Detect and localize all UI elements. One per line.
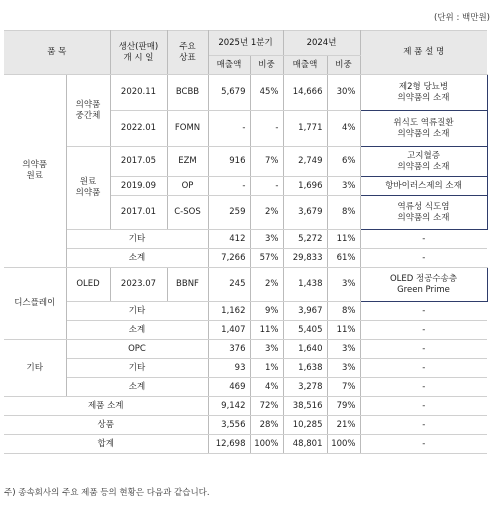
sales-2025-header: 매출액 — [208, 56, 250, 75]
ratio-2025: 9% — [250, 302, 283, 321]
col-2025q1-header: 2025년 1분기 — [208, 31, 283, 56]
ratio-2025-header: 비중 — [250, 56, 283, 75]
product-description: - — [360, 378, 487, 397]
sales-2025: 12,698 — [208, 435, 250, 454]
ratio-2025: 3% — [250, 340, 283, 359]
product-description: - — [360, 321, 487, 340]
launch-line2: 개 시 일 — [123, 52, 154, 63]
ratio-2025: 100% — [250, 435, 283, 454]
product-sales-table — [4, 30, 488, 454]
ratio-2025: 11% — [250, 321, 283, 340]
subgroup-oled: OLED — [66, 268, 110, 302]
ratio-2025: 3% — [250, 230, 283, 249]
ratio-2024: 21% — [327, 416, 360, 435]
product-description: - — [360, 359, 487, 378]
ratio-2024: 3% — [327, 268, 360, 302]
row-label: 소계 — [66, 378, 208, 397]
ratio-2024: 11% — [327, 230, 360, 249]
sales-2024: 1,638 — [283, 359, 327, 378]
ratio-2024: 3% — [327, 177, 360, 196]
sales-2024: 2,749 — [283, 147, 327, 177]
table-row — [4, 321, 487, 340]
brand: OP — [167, 177, 208, 196]
launch-date: 2017.01 — [110, 196, 167, 230]
ratio-2025: 1% — [250, 359, 283, 378]
sales-2025: 376 — [208, 340, 250, 359]
group-pharma-raw: 의약품 원료 — [4, 75, 66, 268]
sales-2024: 1,771 — [283, 111, 327, 147]
footnote: 주) 종속회사의 주요 제품 등의 현황은 다음과 같습니다. — [4, 488, 210, 498]
ratio-2024: 30% — [327, 75, 360, 111]
ratio-2025: - — [250, 111, 283, 147]
sales-2024: 3,679 — [283, 196, 327, 230]
row-label: 소계 — [66, 249, 208, 268]
table-row — [4, 75, 487, 111]
product-description: - — [360, 230, 487, 249]
product-description: - — [360, 435, 487, 454]
product-description: - — [360, 302, 487, 321]
ratio-2024: 8% — [327, 196, 360, 230]
sales-2025: 469 — [208, 378, 250, 397]
ratio-2024: 3% — [327, 340, 360, 359]
sales-2024: 3,278 — [283, 378, 327, 397]
col-2024-header: 2024년 — [283, 31, 360, 56]
table-row — [4, 147, 487, 177]
launch-date: 2023.07 — [110, 268, 167, 302]
table-row — [4, 397, 487, 416]
product-description: 고지혈증 의약품의 소재 — [360, 147, 487, 177]
table-row — [4, 340, 487, 359]
sales-2024: 29,833 — [283, 249, 327, 268]
row-label: 합계 — [4, 435, 208, 454]
col-item-header: 품 목 — [4, 31, 110, 75]
sales-2025: 1,162 — [208, 302, 250, 321]
table-row — [4, 378, 487, 397]
sales-2025: 1,407 — [208, 321, 250, 340]
row-label: 기타 — [66, 302, 208, 321]
sales-2024: 1,696 — [283, 177, 327, 196]
ratio-2025: 4% — [250, 378, 283, 397]
brand-line1: 주요 — [179, 41, 196, 52]
ratio-2025: 2% — [250, 196, 283, 230]
launch-date: 2017.05 — [110, 147, 167, 177]
product-description: OLED 정공수송층 Green Prime — [360, 268, 487, 302]
sales-2025: 412 — [208, 230, 250, 249]
table-row — [4, 302, 487, 321]
sales-2024: 5,405 — [283, 321, 327, 340]
ratio-2024: 11% — [327, 321, 360, 340]
sales-2024: 5,272 — [283, 230, 327, 249]
table-row — [4, 435, 487, 454]
row-label: 기타 — [66, 230, 208, 249]
ratio-2024: 61% — [327, 249, 360, 268]
brand: BBNF — [167, 268, 208, 302]
launch-date: 2019.09 — [110, 177, 167, 196]
sales-2024: 1,640 — [283, 340, 327, 359]
table-row — [4, 268, 487, 302]
ratio-2024-header: 비중 — [327, 56, 360, 75]
ratio-2024: 79% — [327, 397, 360, 416]
sales-2025: 916 — [208, 147, 250, 177]
unit-note: (단위 : 백만원) — [434, 13, 490, 23]
ratio-2025: 28% — [250, 416, 283, 435]
ratio-2025: 57% — [250, 249, 283, 268]
ratio-2024: 100% — [327, 435, 360, 454]
ratio-2024: 7% — [327, 378, 360, 397]
col-brand-header — [167, 31, 208, 75]
sales-2025: 7,266 — [208, 249, 250, 268]
table-row — [4, 230, 487, 249]
row-label: 상품 — [4, 416, 208, 435]
brand: EZM — [167, 147, 208, 177]
sales-2025: 245 — [208, 268, 250, 302]
product-description: - — [360, 249, 487, 268]
group-display: 디스플레이 — [4, 268, 66, 340]
row-label: 소계 — [66, 321, 208, 340]
sales-2024: 3,967 — [283, 302, 327, 321]
ratio-2024: 3% — [327, 359, 360, 378]
sales-2024: 14,666 — [283, 75, 327, 111]
sales-2025: 9,142 — [208, 397, 250, 416]
table-row — [4, 249, 487, 268]
ratio-2024: 6% — [327, 147, 360, 177]
row-label: 제품 소계 — [4, 397, 208, 416]
ratio-2025: 7% — [250, 147, 283, 177]
col-desc-header: 제 품 설 명 — [360, 31, 487, 75]
col-launch-header — [110, 31, 167, 75]
subgroup-intermediate: 의약품 중간체 — [66, 75, 110, 147]
sales-2025: - — [208, 177, 250, 196]
brand: FOMN — [167, 111, 208, 147]
sales-2025: 259 — [208, 196, 250, 230]
sales-2024: 48,801 — [283, 435, 327, 454]
product-description: 제2형 당뇨병 의약품의 소재 — [360, 75, 487, 111]
sales-2025: - — [208, 111, 250, 147]
product-description: 항바이러스제의 소재 — [360, 177, 487, 196]
sales-2024: 38,516 — [283, 397, 327, 416]
launch-date: 2022.01 — [110, 111, 167, 147]
ratio-2025: 72% — [250, 397, 283, 416]
ratio-2025: - — [250, 177, 283, 196]
launch-line1: 생산(판매) — [118, 41, 159, 52]
brand-line2: 상표 — [179, 52, 196, 63]
sales-2024: 10,285 — [283, 416, 327, 435]
sales-2025: 5,679 — [208, 75, 250, 111]
sales-2024-header: 매출액 — [283, 56, 327, 75]
table-row — [4, 359, 487, 378]
subgroup-api: 원료 의약품 — [66, 147, 110, 230]
ratio-2024: 8% — [327, 302, 360, 321]
product-description: - — [360, 397, 487, 416]
ratio-2025: 2% — [250, 268, 283, 302]
product-description: - — [360, 416, 487, 435]
row-label: 기타 — [66, 359, 208, 378]
table-row — [4, 416, 487, 435]
sales-2024: 1,438 — [283, 268, 327, 302]
row-label: OPC — [66, 340, 208, 359]
launch-date: 2020.11 — [110, 75, 167, 111]
sales-2025: 3,556 — [208, 416, 250, 435]
group-etc: 기타 — [4, 340, 66, 397]
sales-2025: 93 — [208, 359, 250, 378]
product-description: 위식도 역류질환 의약품의 소재 — [360, 111, 487, 147]
ratio-2024: 4% — [327, 111, 360, 147]
product-description: - — [360, 340, 487, 359]
product-description: 역류성 식도염 의약품의 소재 — [360, 196, 487, 230]
brand: BCBB — [167, 75, 208, 111]
ratio-2025: 45% — [250, 75, 283, 111]
brand: C-SOS — [167, 196, 208, 230]
